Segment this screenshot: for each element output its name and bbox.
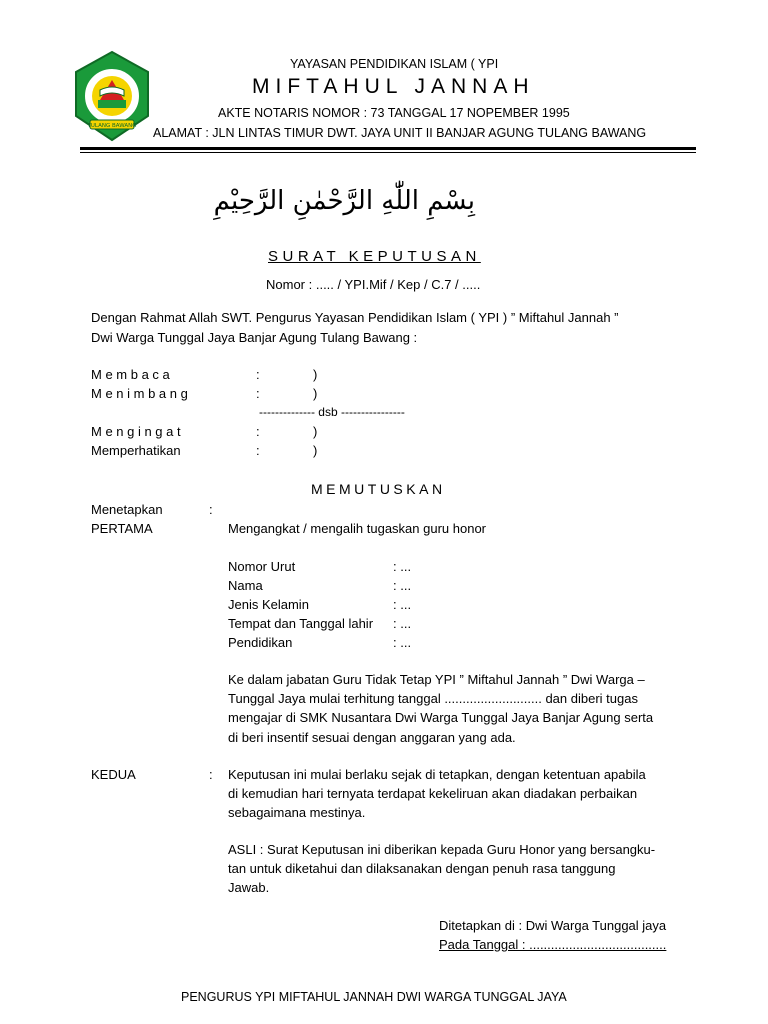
- document-title: SURAT KEPUTUSAN: [268, 248, 481, 265]
- intro-line-1: Dengan Rahmat Allah SWT. Pengurus Yayasan Pendidikan Islam ( YPI ) ” Miftahul Jannah ”: [91, 310, 619, 325]
- field-value: : ...: [393, 597, 412, 612]
- consideration-paren: ): [313, 386, 318, 401]
- consideration-colon: :: [256, 386, 260, 401]
- kedua-paragraph-line: Keputusan ini mulai berlaku sejak di tetapkan, dengan ketentuan apabila: [228, 767, 646, 782]
- consideration-label: M e n g i n g a t: [91, 424, 181, 439]
- dsb-line: -------------- dsb ----------------: [259, 405, 405, 419]
- pertama-paragraph-line: Ke dalam jabatan Guru Tidak Tetap YPI ” Miftahul Jannah ” Dwi Warga –: [228, 672, 645, 687]
- field-value: : ...: [393, 635, 412, 650]
- akte-notaris: AKTE NOTARIS NOMOR : 73 TANGGAL 17 NOPEMBER 1995: [218, 106, 570, 120]
- field-label: Nomor Urut: [228, 559, 296, 574]
- ditetapkan-di: Ditetapkan di : Dwi Warga Tunggal jaya: [439, 918, 667, 933]
- asli-paragraph-line: tan untuk diketahui dan dilaksanakan dengan penuh rasa tanggung: [228, 861, 616, 876]
- field-value: : ...: [393, 559, 412, 574]
- consideration-label: Memperhatikan: [91, 443, 181, 458]
- consideration-colon: :: [256, 424, 260, 439]
- field-value: : ...: [393, 616, 412, 631]
- pertama-paragraph-line: Tunggal Jaya mulai terhitung tanggal ........................... dan diberi tugas: [228, 691, 638, 706]
- consideration-label: M e m b a c a: [91, 367, 170, 382]
- memutuskan-heading: MEMUTUSKAN: [311, 481, 446, 497]
- consideration-paren: ): [313, 424, 318, 439]
- field-label: Pendidikan: [228, 635, 293, 650]
- kedua-colon: :: [209, 767, 213, 782]
- menetapkan-label: Menetapkan: [91, 502, 163, 517]
- field-label: Jenis Kelamin: [228, 597, 309, 612]
- org-address: ALAMAT : JLN LINTAS TIMUR DWT. JAYA UNIT II BANJAR AGUNG TULANG BAWANG: [153, 126, 647, 140]
- field-label: Nama: [228, 578, 263, 593]
- field-label: Tempat dan Tanggal lahir: [228, 616, 374, 631]
- header-divider-thick: [80, 147, 696, 150]
- organization-logo: [72, 50, 152, 142]
- kedua-paragraph-line: sebagaimana mestinya.: [228, 805, 366, 820]
- asli-paragraph-line: Jawab.: [228, 880, 270, 895]
- basmalah: بِسْمِ اللّٰهِ الرَّحْمٰنِ الرَّحِيْمِ: [213, 186, 475, 216]
- pertama-paragraph-line: mengajar di SMK Nusantara Dwi Warga Tunggal Jaya Banjar Agung serta: [228, 710, 654, 725]
- pada-tanggal: Pada Tanggal : ......................................: [439, 937, 667, 952]
- consideration-colon: :: [256, 367, 260, 382]
- consideration-paren: ): [313, 443, 318, 458]
- asli-paragraph-line: ASLI : Surat Keputusan ini diberikan kepada Guru Honor yang bersangku-: [228, 842, 656, 857]
- footer-org: PENGURUS YPI MIFTAHUL JANNAH DWI WARGA TUNGGAL JAYA: [181, 990, 567, 1004]
- logo-ring-text: TULANG BAWANG: [87, 123, 137, 129]
- org-name: MIFTAHUL JANNAH: [252, 75, 535, 98]
- header-divider-thin: [80, 152, 696, 153]
- kedua-paragraph-line: di kemudian hari ternyata terdapat kekeliruan akan diadakan perbaikan: [228, 786, 638, 801]
- kedua-label: KEDUA: [91, 767, 136, 782]
- intro-line-2: Dwi Warga Tunggal Jaya Banjar Agung Tulang Bawang :: [91, 330, 418, 345]
- consideration-colon: :: [256, 443, 260, 458]
- consideration-paren: ): [313, 367, 318, 382]
- org-line: YAYASAN PENDIDIKAN ISLAM ( YPI: [290, 57, 499, 71]
- pertama-text: Mengangkat / mengalih tugaskan guru honor: [228, 521, 487, 536]
- pertama-label: PERTAMA: [91, 521, 153, 536]
- consideration-label: M e n i m b a n g: [91, 386, 188, 401]
- document-number: Nomor : ..... / YPI.Mif / Kep / C.7 / .....: [266, 277, 481, 292]
- pertama-paragraph-line: di beri insentif sesuai dengan anggaran yang ada.: [228, 730, 516, 745]
- field-value: : ...: [393, 578, 412, 593]
- menetapkan-colon: :: [209, 502, 213, 517]
